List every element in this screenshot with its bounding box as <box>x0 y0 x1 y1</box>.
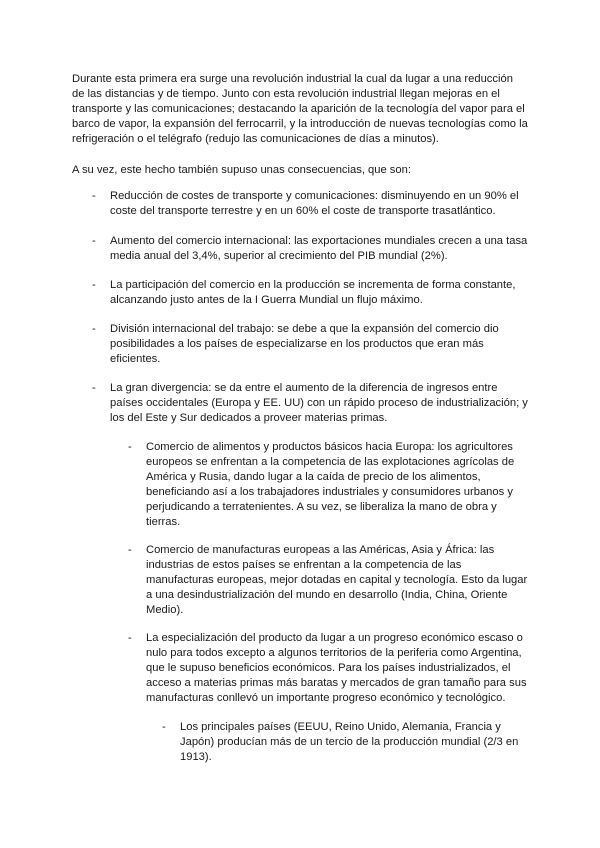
bullet-marker: - <box>128 632 132 644</box>
sub-list-item <box>128 543 528 618</box>
bullet-marker: - <box>128 441 132 453</box>
bullet-marker: - <box>128 544 132 556</box>
sub-list-item <box>128 631 528 706</box>
sub-list-item-text: La especialización del producto da lugar a un progreso económico escaso o nulo para todos excepto a algunos territorios de la periferia como Argentina, que le supuso beneficios económicos. Para los países industrializados, el acceso a materias primas más baratas y mercados de gran tamaño para sus manufacturas conllevó un importante progreso económico y tecnológico. <box>146 632 527 704</box>
list-item-text: La participación del comercio en la producción se incrementa de forma constante, alcanzando justo antes de la I Guerra Mundial un flujo máximo. <box>110 279 516 306</box>
bullet-marker: - <box>92 235 96 247</box>
sub-sub-list-item <box>162 720 528 765</box>
list-item-text: Reducción de costes de transporte y comunicaciones: disminuyendo en un 90% el coste del transporte terrestre y en un 60% el coste de transporte trasatlántico. <box>110 190 519 217</box>
bullet-marker: - <box>92 382 96 394</box>
sub-list-item-text: Comercio de manufacturas europeas a las Américas, Asia y África: las industrias de estos países se enfrentan a la competencia de las manufacturas europeas, mejor dotadas en capital y tecnología. Esto da lugar a una desindustrialización del mundo en desarrollo (India, China, Oriente Medio). <box>146 544 528 616</box>
list-item-text: Aumento del comercio internacional: las exportaciones mundiales crecen a una tasa media anual del 3,4%, superior al crecimiento del PIB mundial (2%). <box>110 235 528 262</box>
list-item-text: División internacional del trabajo: se debe a que la expansión del comercio dio posibilidades a los países de especializarse en los productos que eran más eficientes. <box>110 323 499 365</box>
bullet-marker: - <box>92 190 96 202</box>
list-item <box>92 381 528 426</box>
bullet-marker: - <box>92 279 96 291</box>
intro-paragraph: Durante esta primera era surge una revolución industrial la cual da lugar a una reducción de las distancias y de tiempo. Junto con esta revolución industrial llegan mejoras en el transporte y las comunicaciones; destacando la aparición de la tecnología del vapor para el barco de vapor, la expansión del ferrocarril, y la introducción de nuevas tecnologías como la refrigeración o el telégrafo (redujo las comunicaciones de días a minutos). <box>72 73 528 145</box>
bullet-marker: - <box>92 323 96 335</box>
sub-list-item <box>128 440 528 530</box>
sub-list-item-text: Comercio de alimentos y productos básicos hacia Europa: los agricultores europeos se enfrentan a la competencia de las explotaciones agrícolas de América y Rusia, dando lugar a la caída de precio de los alimentos, beneficiando así a los trabajadores industriales y consumidores urbanos y perjudicando a terratenientes. A su vez, se liberaliza la mano de obra y tierras. <box>146 441 515 528</box>
list-item <box>92 278 528 308</box>
list-item <box>92 322 528 367</box>
lead-paragraph: A su vez, este hecho también supuso unas consecuencias, que son: <box>72 164 411 176</box>
list-item <box>92 234 528 264</box>
list-item <box>92 189 528 219</box>
list-item-text: La gran divergencia: se da entre el aumento de la diferencia de ingresos entre países occidentales (Europa y EE. UU) con un rápido proceso de industrialización; y los del Este y Sur dedicados a proveer materias primas. <box>110 382 528 424</box>
sub-sub-list-item-text: Los principales países (EEUU, Reino Unido, Alemania, Francia y Japón) producían más de un tercio de la producción mundial (2/3 en 1913). <box>180 721 519 763</box>
bullet-marker: - <box>162 721 166 733</box>
